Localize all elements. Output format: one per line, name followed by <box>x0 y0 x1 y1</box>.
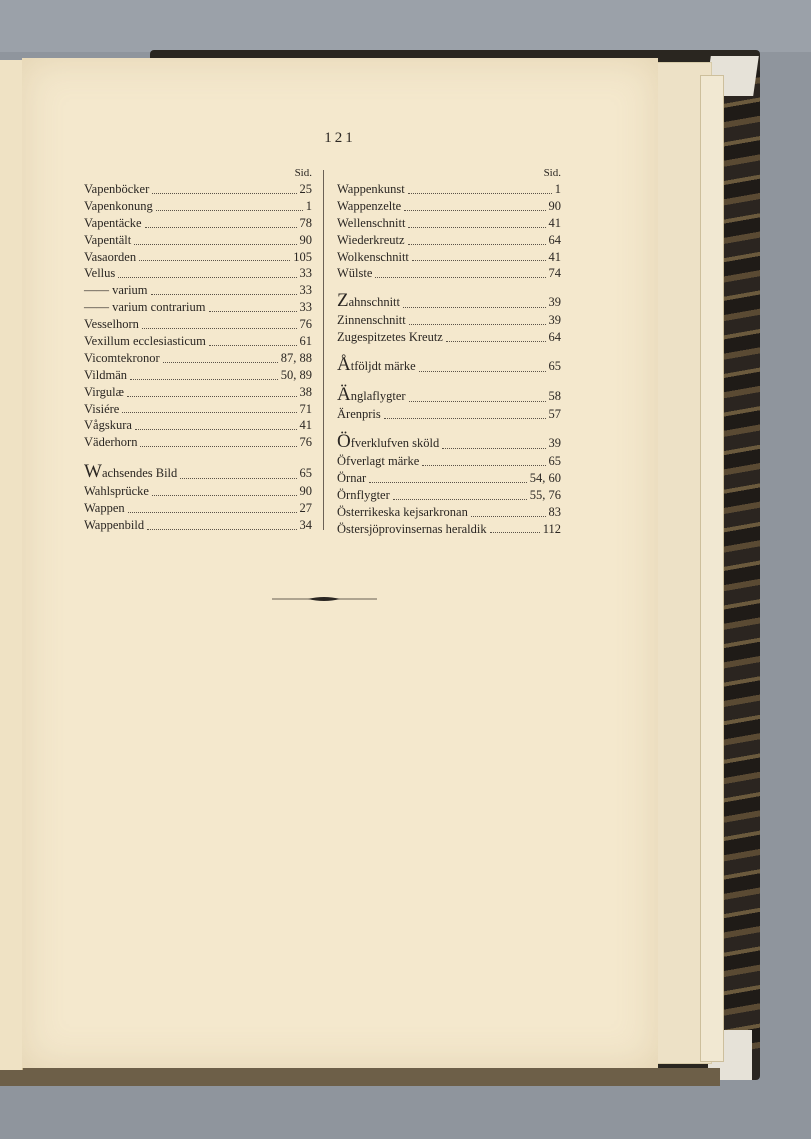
entry-term-rest: achsendes Bild <box>101 466 178 481</box>
dot-leader <box>156 210 303 211</box>
entry-term: Wappen <box>84 501 125 516</box>
entry-term: Wappenkunst <box>337 181 405 196</box>
entry-term: Vapenböcker <box>84 181 150 196</box>
dot-leader <box>209 311 297 312</box>
dot-leader <box>408 227 545 228</box>
entry-term: Örnar <box>337 470 367 485</box>
dot-leader <box>490 532 540 533</box>
index-entry <box>337 470 561 487</box>
index-entry <box>337 215 561 232</box>
entry-term <box>337 291 400 312</box>
dot-leader <box>147 529 296 530</box>
page-number: 121 <box>324 130 356 146</box>
entry-page: 65 <box>548 359 561 374</box>
end-ornament-icon <box>272 594 377 604</box>
index-entry <box>84 417 312 434</box>
dot-leader <box>408 193 552 194</box>
entry-page: 90 <box>299 232 312 247</box>
index-entry <box>84 316 312 333</box>
index-column-right <box>337 166 561 537</box>
entry-term: Wolkenschnitt <box>337 249 409 264</box>
dot-leader <box>403 307 546 308</box>
section-initial: Z <box>337 290 349 312</box>
index-entry <box>84 384 312 401</box>
entry-term: Vapenkonung <box>84 198 153 213</box>
entry-term: Vesselhorn <box>84 317 139 332</box>
dot-leader <box>393 499 527 500</box>
entry-page: 61 <box>299 334 312 348</box>
dot-leader <box>142 328 297 329</box>
dot-leader <box>145 227 297 228</box>
index-entry <box>337 487 561 504</box>
entry-page: 33 <box>299 283 312 298</box>
entry-term: Vicomtekronor <box>84 350 160 365</box>
dot-leader <box>134 244 296 245</box>
entry-page: 39 <box>548 436 561 451</box>
marbled-cover-edge <box>720 70 760 1060</box>
entry-term: Östersjöprovinsernas heraldik <box>337 521 487 536</box>
entry-page: 112 <box>542 521 561 536</box>
entry-term: Vellus <box>84 266 116 281</box>
index-entry <box>84 500 312 517</box>
entry-term: Vexillum ecclesiasticum <box>84 334 206 348</box>
dot-leader <box>422 465 545 466</box>
entry-term: Väderhorn <box>84 435 138 450</box>
dot-leader <box>139 260 290 261</box>
dot-leader <box>135 429 297 430</box>
index-entry <box>337 181 561 198</box>
section-initial: Ö <box>337 431 351 453</box>
index-entry <box>84 249 312 266</box>
index-entry <box>84 517 312 534</box>
index-entry <box>84 463 312 483</box>
index-entry <box>337 329 561 346</box>
entry-page: 65 <box>299 466 312 481</box>
entry-page: 64 <box>548 232 561 247</box>
entry-page: 33 <box>299 300 312 315</box>
entry-term: Vågskura <box>84 418 132 433</box>
index-entry <box>84 299 312 316</box>
entry-term-rest: fverklufven sköld <box>350 436 440 451</box>
dot-leader <box>140 446 296 447</box>
entry-term: Vapentäcke <box>84 215 142 230</box>
index-entry <box>337 521 561 538</box>
entry-page: 39 <box>548 313 561 328</box>
entry-term: —— varium contrarium <box>84 300 206 315</box>
entry-page: 78 <box>299 215 312 230</box>
index-column-left <box>84 166 312 534</box>
entry-term: Wellenschnitt <box>337 215 406 230</box>
dot-leader <box>404 210 545 211</box>
entry-term: Visiére <box>84 401 120 416</box>
entry-page: 27 <box>299 501 312 516</box>
dot-leader <box>130 379 278 380</box>
dot-leader <box>127 396 297 397</box>
entry-term-rest: ahnschnitt <box>348 295 400 310</box>
entry-term: Wappenzelte <box>337 198 402 213</box>
facing-page-edge <box>0 60 23 1070</box>
entry-term: Ärenpris <box>337 407 381 422</box>
index-entry <box>337 433 561 453</box>
index-entry <box>337 249 561 266</box>
index-entry <box>84 483 312 500</box>
entry-page: 76 <box>299 317 312 332</box>
index-entry <box>84 367 312 384</box>
dot-leader <box>118 277 296 278</box>
dot-leader <box>375 277 545 278</box>
entry-term-rest: nglaflygter <box>350 389 406 404</box>
index-entry <box>84 232 312 249</box>
entry-page: 65 <box>548 454 561 468</box>
entry-page: 90 <box>299 484 312 499</box>
entry-page: 41 <box>548 215 561 230</box>
desk-background <box>0 0 811 52</box>
index-entry <box>337 356 561 376</box>
entry-page: 54, 60 <box>529 470 561 485</box>
entry-term: Zugespitzetes Kreutz <box>337 330 443 345</box>
dot-leader <box>384 418 546 419</box>
entry-page: 71 <box>299 401 312 416</box>
dot-leader <box>152 495 297 496</box>
entry-term: Vapentält <box>84 232 132 247</box>
index-entry <box>84 350 312 367</box>
column-divider <box>323 170 324 530</box>
entry-page: 25 <box>299 181 312 196</box>
dot-leader <box>409 324 546 325</box>
index-entry <box>84 434 312 451</box>
section-initial: Ä <box>337 384 351 406</box>
entry-term <box>84 462 177 483</box>
entry-page: 64 <box>548 330 561 345</box>
index-entry <box>337 504 561 521</box>
entry-page: 90 <box>548 198 561 213</box>
entry-term: Örnflygter <box>337 487 390 502</box>
dot-leader <box>163 362 278 363</box>
entry-page: 1 <box>305 198 312 213</box>
entry-term: —— varium <box>84 283 148 298</box>
entry-page: 83 <box>548 504 561 519</box>
dot-leader <box>209 345 297 346</box>
entry-term <box>337 355 416 376</box>
entry-page: 105 <box>293 249 312 264</box>
entry-page: 33 <box>299 266 312 281</box>
dot-leader <box>408 244 546 245</box>
index-entry <box>84 333 312 350</box>
dot-leader <box>151 294 297 295</box>
entry-page: 74 <box>548 266 561 281</box>
entry-term <box>337 385 406 406</box>
index-entry <box>337 292 561 312</box>
entry-term: Zinnenschnitt <box>337 313 406 328</box>
sid-header-right: Sid. <box>543 167 561 179</box>
dot-leader <box>409 401 546 402</box>
index-entry <box>337 198 561 215</box>
dot-leader <box>471 516 546 517</box>
sid-header-left: Sid. <box>294 167 312 179</box>
dot-leader <box>369 482 527 483</box>
index-entry <box>337 386 561 406</box>
entry-page: 57 <box>548 407 561 422</box>
entry-page: 34 <box>299 518 312 533</box>
index-entry <box>337 453 561 470</box>
book-bottom-edge <box>0 1068 720 1086</box>
section-initial: Å <box>337 354 351 376</box>
index-entry <box>84 181 312 198</box>
index-entry <box>337 312 561 329</box>
entry-page: 1 <box>554 181 561 196</box>
entry-page: 41 <box>299 418 312 433</box>
index-entry <box>337 406 561 423</box>
entry-page: 38 <box>299 384 312 399</box>
index-entry <box>337 265 561 282</box>
dot-leader <box>122 412 296 413</box>
entry-term: Virgulæ <box>84 384 124 399</box>
entry-term: Wiederkreutz <box>337 232 405 247</box>
entry-page: 50, 89 <box>280 367 312 382</box>
dot-leader <box>412 260 546 261</box>
entry-term: Öfverlagt märke <box>337 454 420 468</box>
underlying-page-edge <box>700 75 724 1062</box>
index-entry <box>84 215 312 232</box>
entry-page: 41 <box>548 249 561 264</box>
index-entry <box>337 232 561 249</box>
entry-term <box>337 432 439 453</box>
entry-term: Wahlsprücke <box>84 484 149 499</box>
index-entry <box>84 401 312 418</box>
entry-page: 76 <box>299 435 312 450</box>
dot-leader <box>180 478 296 479</box>
index-entry <box>84 198 312 215</box>
entry-page: 39 <box>548 295 561 310</box>
dot-leader <box>128 512 297 513</box>
entry-term: Wappenbild <box>84 518 145 533</box>
index-entry <box>84 265 312 282</box>
entry-term-rest: tföljdt märke <box>350 359 416 374</box>
entry-term: Österrikeska kejsarkronan <box>337 504 468 519</box>
section-initial: W <box>84 461 102 483</box>
book-page <box>22 58 658 1068</box>
entry-page: 55, 76 <box>529 487 561 502</box>
dot-leader <box>442 448 545 449</box>
index-entry <box>84 282 312 299</box>
entry-page: 58 <box>548 389 561 404</box>
dot-leader <box>152 193 296 194</box>
dot-leader <box>446 341 546 342</box>
entry-term: Vildmän <box>84 367 127 382</box>
entry-term: Vasaorden <box>84 249 137 264</box>
entry-term: Wülste <box>337 266 373 281</box>
dot-leader <box>419 371 546 372</box>
entry-page: 87, 88 <box>280 350 312 365</box>
